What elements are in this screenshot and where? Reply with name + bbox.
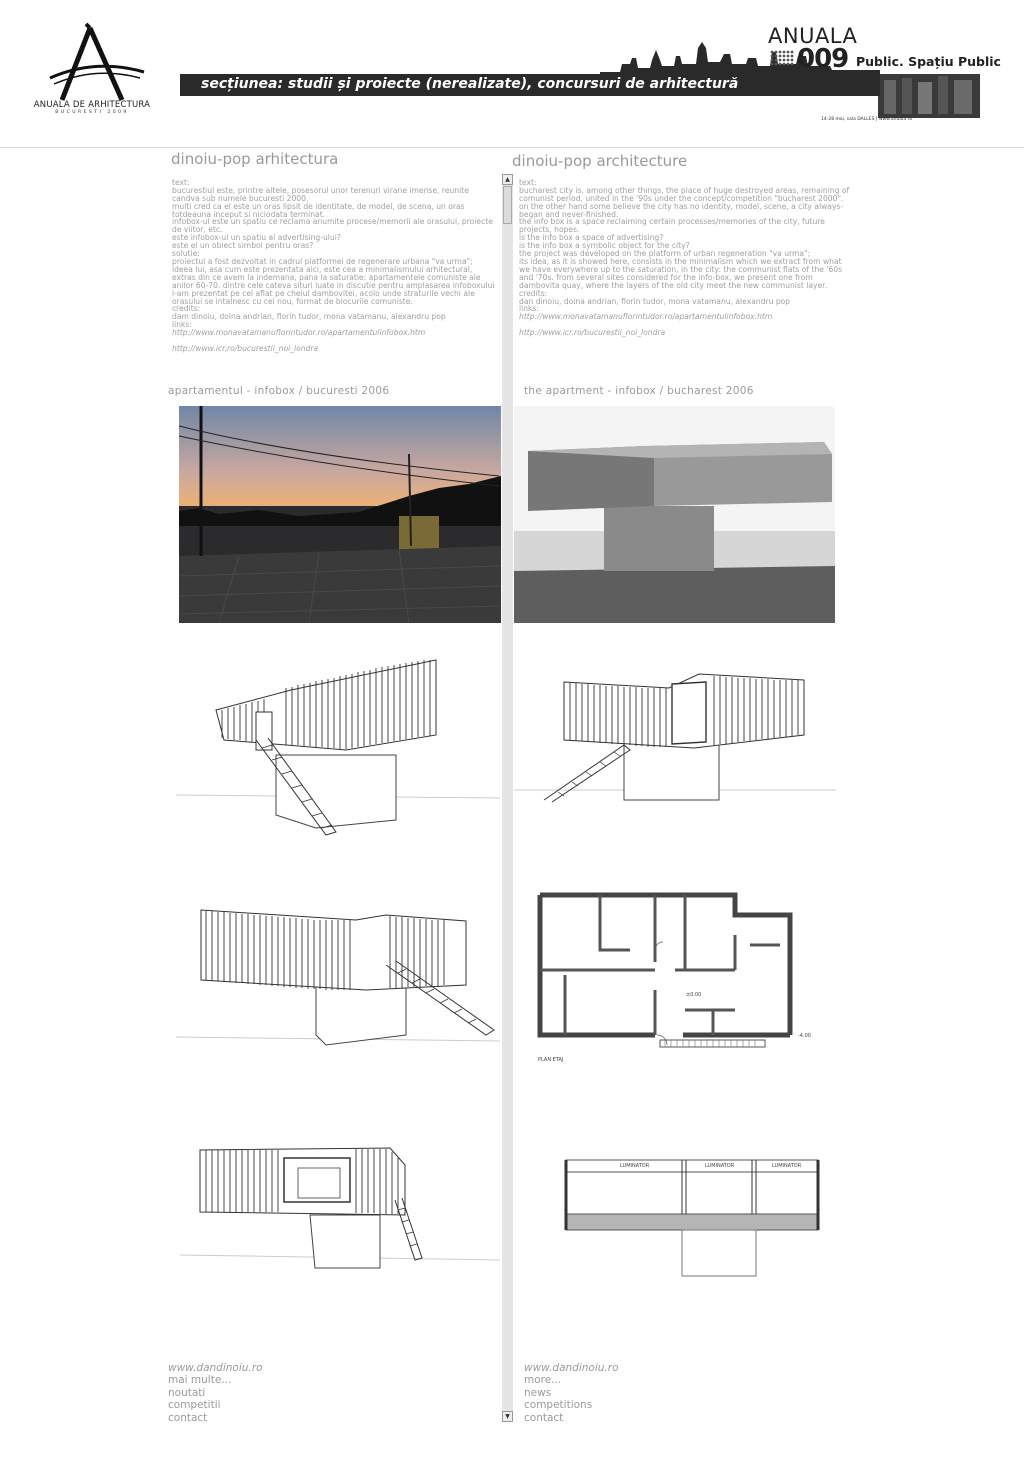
plan-title-label: PLAN ETAJ	[538, 1057, 564, 1063]
axonometric-view-1	[176, 650, 500, 840]
floor-plan	[535, 890, 825, 1065]
right-site-link[interactable]: www.dandinoiu.ro	[524, 1362, 619, 1374]
right-competitions-link[interactable]: competitions	[524, 1399, 593, 1412]
left-body: text: bucurestiul este, printre altele, posesorul unor terenuri virane imense, reunite candva sub numele bucuresti 2000. multi cred ca el este un oras lipsit de identitate, de model, de scena, un oras totdeauna inceput si niciodata terminat. infobox-ul este un spatiu ce reclama anumite procese/memorii ale orasului, proiecte de viitor, etc. este infobox-ul un spatiu al advertising-ului? este el un obiect simbol pentru oras? solutie: proiectul a fost dezvoltat in cadrul platformei de regenerare urbana "va urma"; ideea lui, asa cum este prezentata aici, este cea a minimalismului arhitectural, extras din ce avem la indemana, pana la saturatie: apartamentele comuniste ale anilor 60-70. dintre cele cateva situri luate in discutie pentru amplasarea infoboxului l-am prezentat pe cel aflat pe cheiul dambovitei, acolo unde straturile vechi ale orasului se intalnesc cu cel nou, format de blocurile comuniste. credits: dam dinoiu, doina andrian, florin tudor, mona vatamanu, alexandru pop links:	[172, 177, 495, 330]
header-divider	[0, 147, 1024, 148]
left-caption: apartamentul - infobox / bucuresti 2006	[168, 385, 390, 397]
right-body: text: bucharest city is, among other things, the place of huge destroyed areas, remaining of comunist period, united in the '90s under the concept/competition "bucharest 2000". on the other hand some believe the city has no identity, model, scene, a city always-began and never-finished. the info box is a space reclaiming certain processes/memories of the city, future projects, hopes. is the info box a space of advertising? is the info box a symbolic object for the city? the project was developed on the platform of urban regeneration "va urma"; its idea, as it is showed here, consists in the minimalism which we extract from what we have everywhere up to the saturation, in the city: the communist flats of the '60s and '70s. from several sites considered for the info-box, we present one from dambovita quay, where the layers of the old city meet the new communist layer. credits: dan dinoiu, doina andrian, florin tudor, mona vatamanu, alexandru pop links:	[519, 177, 850, 314]
plan-level-label: ±0.00	[686, 992, 702, 998]
left-contact-link[interactable]: contact	[168, 1411, 208, 1424]
section-title: secțiunea: studii și proiecte (nerealizate), concursuri de arhitectură	[201, 76, 739, 92]
right-footer-nav	[524, 1362, 619, 1424]
section-label-2: LUMINATOR	[705, 1163, 735, 1169]
left-site-link[interactable]: www.dandinoiu.ro	[168, 1362, 263, 1374]
right-link-2[interactable]: http://www.icr.ro/bucurestii_noi_londra	[519, 328, 666, 338]
site-photo	[179, 406, 501, 623]
section-drawing	[564, 1152, 820, 1278]
right-news-link[interactable]: news	[524, 1386, 552, 1399]
right-link-1[interactable]: http://www.monavatamanuflorintudor.ro/apartamentulinfobox.htm	[519, 312, 773, 322]
left-more-link[interactable]: mai multe...	[168, 1374, 232, 1387]
plan-level-label-2: -4.00	[798, 1033, 811, 1039]
venue-info: 14-28 mai, sala DALLES | www.anuala.ro	[821, 117, 913, 122]
left-footer-nav	[168, 1362, 263, 1424]
scrollbar-thumb[interactable]	[503, 186, 512, 224]
scroll-down-icon[interactable]: ▼	[502, 1411, 513, 1422]
axonometric-view-2	[176, 895, 500, 1055]
right-more-link[interactable]: more...	[524, 1374, 562, 1387]
section-label-3: LUMINATOR	[772, 1163, 802, 1169]
right-title: dinoiu-pop architecture	[512, 152, 688, 170]
left-title: dinoiu-pop arhitectura	[171, 150, 339, 168]
right-body-text	[519, 171, 853, 345]
left-link-2[interactable]: http://www.icr.ro/bucurestii_noi_londra	[172, 343, 319, 353]
section-label-1: LUMINATOR	[620, 1163, 650, 1169]
scroll-up-icon[interactable]: ▲	[502, 174, 513, 185]
publication-title: Public. Spațiu Public	[856, 54, 1001, 69]
left-body-text	[172, 171, 497, 361]
right-caption: the apartment - infobox / bucharest 2006	[524, 385, 754, 397]
scrollbar-track[interactable]	[502, 174, 513, 1422]
model-photo	[514, 406, 835, 623]
dot-grid-icon	[770, 50, 796, 68]
anuala-wordmark: ANUALA	[768, 24, 858, 48]
left-news-link[interactable]: noutati	[168, 1386, 206, 1399]
left-competitions-link[interactable]: competitii	[168, 1399, 221, 1412]
anuala-number: 009	[797, 44, 849, 74]
logo-subtitle: BUCURESTI 2009	[55, 110, 129, 115]
right-contact-link[interactable]: contact	[524, 1411, 564, 1424]
logo-title: ANUALA DE ARHITECTURA	[33, 100, 151, 110]
axonometric-view-4	[514, 660, 836, 810]
axonometric-view-3	[180, 1140, 500, 1270]
left-link-1[interactable]: http://www.monavatamanuflorintudor.ro/apartamentulinfobox.htm	[172, 328, 426, 338]
